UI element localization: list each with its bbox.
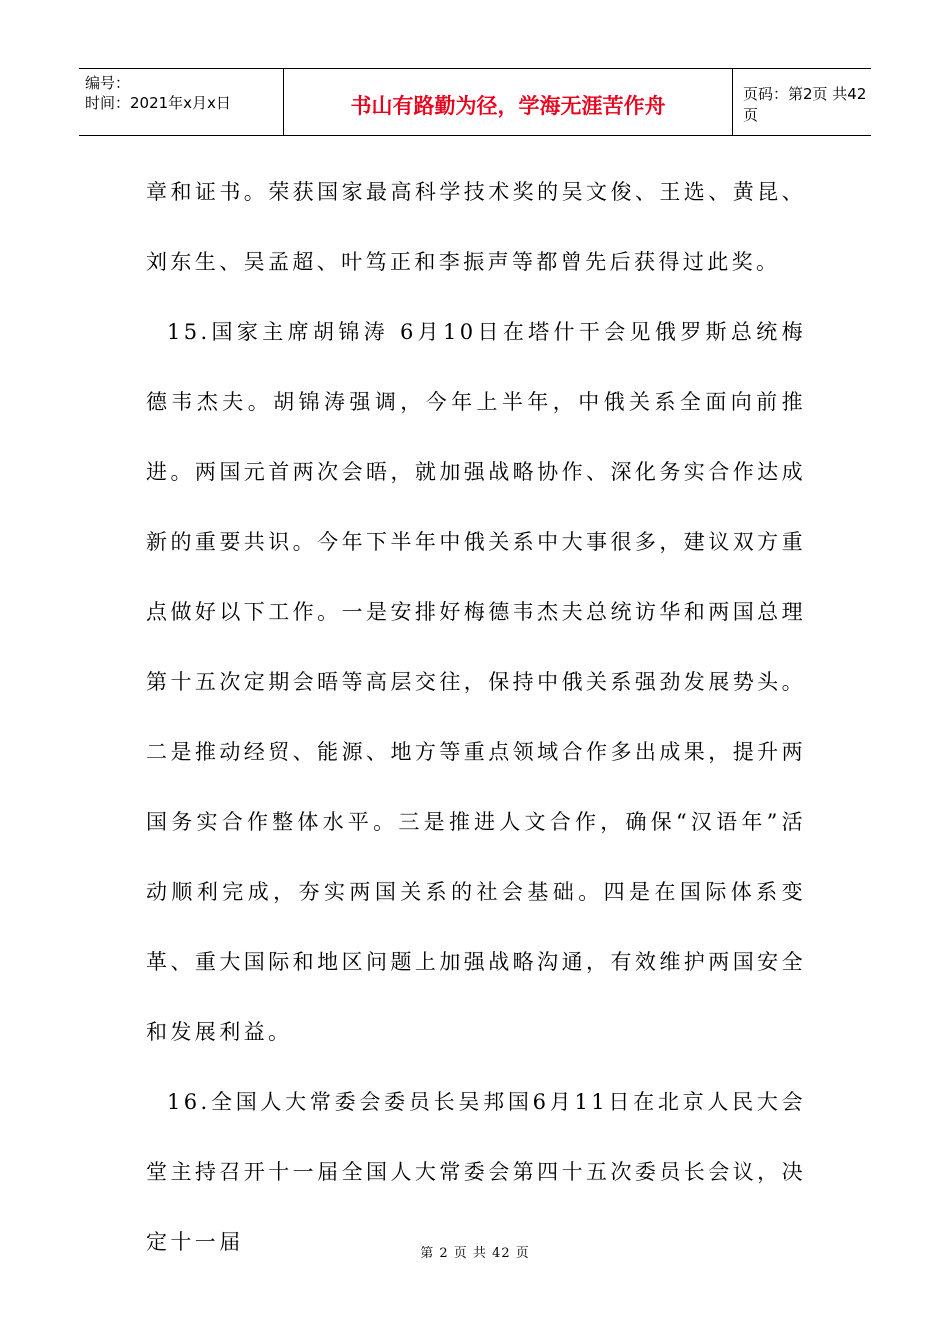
document-time: 时间：2021年x月x日 xyxy=(85,94,231,112)
paragraph-item-16: 16.全国人大常委会委员长吴邦国6月11日在北京人民大会堂主持召开十一届全国人大常委会第四十五次委员长会议，决定十一届 xyxy=(146,1090,806,1254)
header-meta xyxy=(79,69,283,135)
header-page-number: 页码：第2页 共42页 xyxy=(743,85,867,124)
document-body xyxy=(146,157,806,1277)
paragraph-item-15: 15.国家主席胡锦涛 6月10日在塔什干会见俄罗斯总统梅德韦杰夫。胡锦涛强调，今年上半年，中俄关系全面向前推进。两国元首两次会晤，就加强战略协作、深化务实合作达成新的重要共识。今年下半年中俄关系中大事很多，建议双方重点做好以下工作。一是安排好梅德韦杰夫总统访华和两国总理第十五次定期会晤等高层交往，保持中俄关系强劲发展势头。二是推动经贸、能源、地方等重点领域合作多出成果，提升两国务实合作整体水平。三是推进人文合作，确保“汉语年”活动顺利完成，夯实两国关系的社会基础。四是在国际体系变革、重大国际和地区问题上加强战略沟通，有效维护两国安全和发展利益。 xyxy=(146,320,806,1044)
page-footer: 第 2 页 共 42 页 xyxy=(420,1246,530,1261)
page-header xyxy=(79,68,871,136)
document-number: 编号： xyxy=(85,74,131,92)
header-motto: 书山有路勤为径，学海无涯苦作舟 xyxy=(283,69,733,135)
paragraph-continued: 章和证书。荣获国家最高科学技术奖的吴文俊、王选、黄昆、刘东生、吴孟超、叶笃正和李振声等都曾先后获得过此奖。 xyxy=(146,180,806,274)
